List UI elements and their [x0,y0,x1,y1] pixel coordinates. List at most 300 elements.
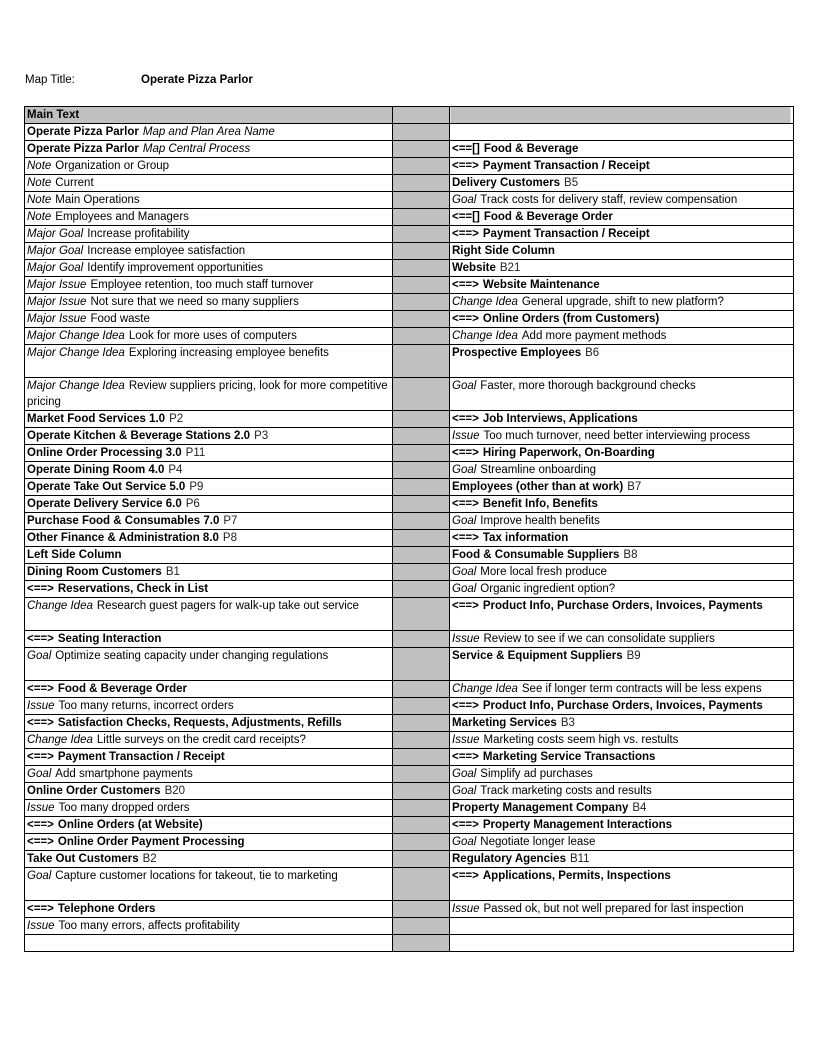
right-cell [450,294,794,311]
entry-text: Online Orders (at Website) [57,819,203,831]
entry-text: Add smartphone payments [55,768,193,780]
entry-text: Property Management Interactions [482,819,673,831]
entry-text: Map and Plan Area Name [142,126,275,138]
left-cell [25,479,393,496]
left-cell [25,766,393,783]
entry-text: Employee retention, too much staff turnover [90,279,314,291]
separator-cell [393,107,450,124]
entry-text: Product Info, Purchase Orders, Invoices, Payments [482,700,763,712]
left-cell [25,749,393,766]
entry-kind: Change Idea [27,734,93,746]
left-cell [25,935,393,952]
entry-kind: Goal [27,768,52,780]
entry-text: Food & Beverage [483,143,579,155]
separator-cell [393,935,450,952]
entry-kind: Goal [452,583,477,595]
entry-kind: Note [27,211,52,223]
table-row [25,715,794,732]
entry-text: Not sure that we need so many suppliers [90,296,299,308]
table-header-row [25,107,794,124]
left-cell [25,901,393,918]
separator-cell [393,530,450,547]
entry-ref: B8 [623,549,638,561]
right-cell [450,209,794,226]
entry-ref: B7 [627,481,642,493]
table-row [25,648,794,681]
left-cell [25,834,393,851]
entry-kind: Operate Pizza Parlor [27,143,139,155]
left-cell [25,783,393,800]
separator-cell [393,328,450,345]
left-cell [25,328,393,345]
table-row [25,581,794,598]
separator-cell [393,648,450,681]
left-cell [25,918,393,935]
entry-text: Track marketing costs and results [480,785,652,797]
entry-kind: Operate Dining Room 4.0 [27,464,165,476]
left-cell [25,345,393,378]
map-table [24,106,794,952]
entry-kind: Service & Equipment Suppliers [452,650,623,662]
left-cell [25,411,393,428]
separator-cell [393,378,450,411]
entry-kind: Note [27,194,52,206]
table-row [25,698,794,715]
entry-kind: <==[] [452,143,480,155]
right-cell [450,311,794,328]
table-row [25,834,794,851]
right-cell [450,935,794,952]
entry-text: Optimize seating capacity under changing regulations [55,650,329,662]
entry-kind: Issue [452,903,480,915]
table-row [25,277,794,294]
entry-kind: <==> [27,819,54,831]
entry-kind: <==> [452,413,479,425]
entry-ref: P6 [185,498,200,510]
entry-text: Reservations, Check in List [57,583,209,595]
entry-kind: Goal [452,464,477,476]
table-row [25,209,794,226]
table-row [25,243,794,260]
right-cell [450,648,794,681]
separator-cell [393,715,450,732]
right-cell [450,192,794,209]
left-cell [25,175,393,192]
left-cell [25,732,393,749]
main-text-heading: Main Text [25,107,393,124]
table-row [25,766,794,783]
entry-kind: Goal [452,836,477,848]
table-row [25,496,794,513]
left-cell [25,648,393,681]
entry-kind: Change Idea [452,330,518,342]
entry-kind: <==> [452,751,479,763]
separator-cell [393,598,450,631]
entry-kind: <==> [452,313,479,325]
entry-ref: P3 [254,430,269,442]
entry-kind: Other Finance & Administration 8.0 [27,532,219,544]
entry-kind: Issue [27,700,55,712]
separator-cell [393,918,450,935]
table-row [25,158,794,175]
left-cell [25,530,393,547]
right-cell [450,581,794,598]
entry-kind: Marketing Services [452,717,557,729]
entry-kind: Major Issue [27,296,87,308]
separator-cell [393,277,450,294]
left-cell [25,631,393,648]
entry-text: Online Order Payment Processing [57,836,245,848]
entry-kind: Issue [452,430,480,442]
entry-text: Employees and Managers [55,211,189,223]
right-cell [450,496,794,513]
map-title-value: Operate Pizza Parlor [141,74,253,86]
separator-cell [393,192,450,209]
separator-cell [393,851,450,868]
entry-kind: Operate Delivery Service 6.0 [27,498,182,510]
right-cell [450,345,794,378]
entry-text: Telephone Orders [57,903,156,915]
right-cell [450,243,794,260]
entry-kind: Left Side Column [27,549,122,561]
table-row [25,800,794,817]
table-row [25,192,794,209]
separator-cell [393,817,450,834]
entry-text: Identify improvement opportunities [87,262,264,274]
right-cell [450,445,794,462]
table-row [25,598,794,631]
entry-kind: Major Goal [27,262,84,274]
left-cell [25,260,393,277]
entry-kind: <==> [27,683,54,695]
entry-kind: Note [27,160,52,172]
separator-cell [393,345,450,378]
entry-text: More local fresh produce [480,566,607,578]
separator-cell [393,294,450,311]
entry-text: Exploring increasing employee benefits [128,347,329,359]
entry-ref: P7 [223,515,238,527]
entry-kind: <==> [452,160,479,172]
entry-text: Research guest pagers for walk-up take out service [96,600,359,612]
right-cell [450,378,794,411]
entry-kind: Goal [452,768,477,780]
entry-kind: Major Change Idea [27,330,125,342]
left-cell [25,378,393,411]
entry-ref: B4 [632,802,647,814]
entry-kind: Issue [27,802,55,814]
right-cell [450,631,794,648]
separator-cell [393,226,450,243]
table-row [25,260,794,277]
table-row [25,311,794,328]
right-cell [450,918,794,935]
entry-text: Add more payment methods [521,330,667,342]
separator-cell [393,175,450,192]
entry-kind: <==> [27,903,54,915]
entry-text: Improve health benefits [480,515,600,527]
entry-text: Payment Transaction / Receipt [482,160,650,172]
entry-kind: <==[] [452,211,480,223]
entry-text: Food waste [90,313,150,325]
entry-kind: Goal [452,566,477,578]
separator-cell [393,766,450,783]
table-row [25,783,794,800]
left-cell [25,428,393,445]
separator-cell [393,513,450,530]
entry-text: Main Operations [55,194,140,206]
separator-cell [393,783,450,800]
entry-kind: <==> [452,228,479,240]
entry-kind: Goal [452,785,477,797]
entry-kind: Property Management Company [452,802,629,814]
right-cell [450,681,794,698]
right-cell [450,715,794,732]
separator-cell [393,445,450,462]
separator-cell [393,496,450,513]
right-cell [450,428,794,445]
entry-ref: P4 [168,464,183,476]
entry-kind: <==> [452,447,479,459]
entry-kind: <==> [27,836,54,848]
entry-kind: Website [452,262,496,274]
table-row [25,479,794,496]
separator-cell [393,209,450,226]
table-row [25,294,794,311]
right-cell [450,411,794,428]
table-row [25,462,794,479]
entry-kind: Major Change Idea [27,380,125,392]
right-cell [450,260,794,277]
table-row [25,513,794,530]
entry-kind: Goal [27,870,52,882]
entry-text: Increase profitability [87,228,190,240]
entry-text: Little surveys on the credit card receipts? [96,734,306,746]
entry-text: Map Central Process [142,143,251,155]
left-cell [25,715,393,732]
entry-ref: B2 [142,853,157,865]
table-row [25,631,794,648]
table-row [25,564,794,581]
entry-text: Online Orders (from Customers) [482,313,660,325]
entry-text: Product Info, Purchase Orders, Invoices, Payments [482,600,763,612]
entry-kind: <==> [452,870,479,882]
entry-kind: Market Food Services 1.0 [27,413,166,425]
entry-text: Faster, more thorough background checks [480,380,696,392]
right-cell [450,141,794,158]
entry-text: General upgrade, shift to new platform? [521,296,724,308]
entry-kind: Regulatory Agencies [452,853,566,865]
entry-text: Simplify ad purchases [480,768,593,780]
entry-text: Tax information [482,532,569,544]
entry-text: Payment Transaction / Receipt [482,228,650,240]
entry-text: Website Maintenance [482,279,600,291]
entry-kind: Food & Consumable Suppliers [452,549,620,561]
separator-cell [393,462,450,479]
entry-kind: Goal [452,515,477,527]
entry-kind: Right Side Column [452,245,555,257]
entry-kind: Goal [452,380,477,392]
right-cell [450,817,794,834]
left-cell [25,294,393,311]
entry-kind: Issue [27,920,55,932]
separator-cell [393,311,450,328]
table-row [25,918,794,935]
separator-cell [393,158,450,175]
entry-kind: Major Issue [27,313,87,325]
separator-cell [393,800,450,817]
table-row [25,547,794,564]
table-row [25,328,794,345]
left-cell [25,124,393,141]
entry-text: Hiring Paperwork, On-Boarding [482,447,655,459]
entry-kind: Issue [452,633,480,645]
separator-cell [393,732,450,749]
entry-ref: P9 [189,481,204,493]
entry-ref: B1 [165,566,180,578]
entry-text: Capture customer locations for takeout, tie to marketing [55,870,338,882]
separator-cell [393,581,450,598]
entry-kind: <==> [452,819,479,831]
right-cell [450,479,794,496]
entry-kind: <==> [27,751,54,763]
entry-kind: <==> [452,498,479,510]
entry-text: Applications, Permits, Inspections [482,870,671,882]
table-row [25,868,794,901]
right-cell [450,766,794,783]
separator-cell [393,681,450,698]
table-row [25,175,794,192]
separator-cell [393,834,450,851]
right-cell [450,530,794,547]
separator-cell [393,901,450,918]
separator-cell [393,749,450,766]
entry-kind: Operate Take Out Service 5.0 [27,481,186,493]
entry-text: Too much turnover, need better interviewing process [483,430,751,442]
entry-kind: <==> [452,279,479,291]
entry-text: Job Interviews, Applications [482,413,638,425]
entry-text: Food & Beverage Order [483,211,613,223]
left-cell [25,851,393,868]
right-cell [450,800,794,817]
entry-kind: Major Goal [27,228,84,240]
separator-cell [393,547,450,564]
entry-ref: B3 [560,717,575,729]
right-cell [450,328,794,345]
entry-ref: P8 [222,532,237,544]
entry-text: Satisfaction Checks, Requests, Adjustments, Refills [57,717,342,729]
entry-kind: Delivery Customers [452,177,561,189]
table-row [25,378,794,411]
entry-kind: Employees (other than at work) [452,481,624,493]
left-cell [25,817,393,834]
entry-kind: Change Idea [452,296,518,308]
left-cell [25,277,393,294]
entry-ref: B20 [164,785,186,797]
left-cell [25,462,393,479]
entry-kind: Major Goal [27,245,84,257]
right-cell [450,462,794,479]
left-cell [25,243,393,260]
separator-cell [393,243,450,260]
entry-kind: Change Idea [452,683,518,695]
left-cell [25,513,393,530]
table-row [25,530,794,547]
table-row [25,732,794,749]
table-row [25,411,794,428]
entry-text: Review to see if we can consolidate suppliers [483,633,715,645]
separator-cell [393,868,450,901]
entry-kind: Purchase Food & Consumables 7.0 [27,515,220,527]
entry-kind: Major Change Idea [27,347,125,359]
entry-text: Marketing Service Transactions [482,751,656,763]
entry-text: Marketing costs seem high vs. restults [483,734,679,746]
entry-kind: <==> [27,717,54,729]
left-cell [25,445,393,462]
right-cell [450,732,794,749]
entry-ref: B11 [569,853,590,865]
table-row [25,817,794,834]
table-row [25,935,794,952]
right-cell [450,564,794,581]
entry-kind: Goal [27,650,52,662]
left-cell [25,226,393,243]
right-cell [450,124,794,141]
left-cell [25,581,393,598]
right-cell [450,175,794,192]
right-cell [450,834,794,851]
right-cell [450,277,794,294]
entry-text: Food & Beverage Order [57,683,187,695]
right-cell [450,226,794,243]
entry-text: Too many returns, incorrect orders [58,700,234,712]
separator-cell [393,564,450,581]
separator-cell [393,260,450,277]
entry-kind: Dining Room Customers [27,566,162,578]
entry-kind: <==> [27,633,54,645]
right-cell [450,749,794,766]
left-cell [25,564,393,581]
right-heading-cell [450,107,794,124]
entry-kind: <==> [452,532,479,544]
left-cell [25,547,393,564]
table-row [25,141,794,158]
separator-cell [393,124,450,141]
entry-ref: B21 [499,262,521,274]
map-title-label: Map Title: [25,74,75,86]
entry-text: Payment Transaction / Receipt [57,751,225,763]
entry-text: Benefit Info, Benefits [482,498,598,510]
entry-ref: B5 [564,177,579,189]
right-cell [450,547,794,564]
entry-text: Too many dropped orders [58,802,190,814]
entry-text: Review suppliers pricing, look for more competitive pricing [27,380,388,408]
entry-kind: Online Order Customers [27,785,161,797]
entry-kind: Issue [452,734,480,746]
table-row [25,345,794,378]
left-cell [25,158,393,175]
right-cell [450,901,794,918]
entry-text: Streamline onboarding [480,464,597,476]
right-cell [450,851,794,868]
entry-kind: Take Out Customers [27,853,139,865]
table-row [25,749,794,766]
table-row [25,445,794,462]
entry-kind: <==> [452,700,479,712]
left-cell [25,800,393,817]
entry-kind: <==> [27,583,54,595]
left-cell [25,496,393,513]
entry-text: Look for more uses of computers [128,330,297,342]
